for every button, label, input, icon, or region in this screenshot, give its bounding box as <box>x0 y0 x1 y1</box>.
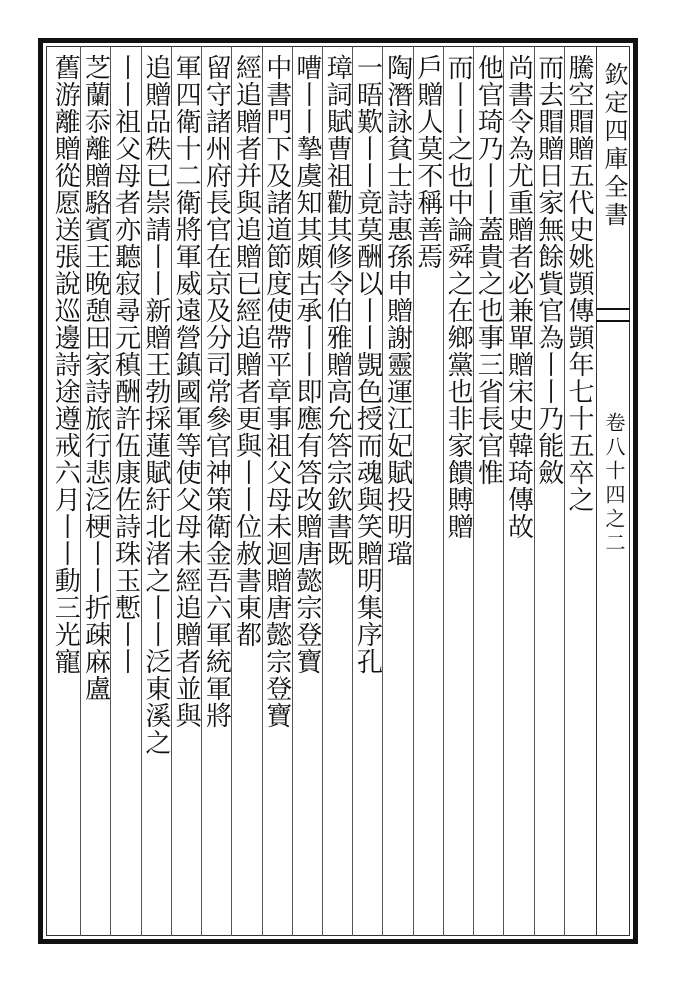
text-column-4: 他官琦乃丨丨蓋貴之也事三省長官惟 <box>473 54 504 486</box>
column-rule <box>534 46 535 936</box>
text-column-3: 尚書令為尤重贈者必兼單贈宋史韓琦傳故 <box>503 54 534 540</box>
column-rule <box>443 46 444 936</box>
fishtail-mark <box>596 308 630 322</box>
column-rule <box>201 46 202 936</box>
column-rule <box>171 46 172 936</box>
column-rule <box>292 46 293 936</box>
text-column-2: 而去賵贈日家無餘貲官為丨丨乃能斂 <box>533 54 564 486</box>
text-column-9: 璋詞賦曹祖勸其修令伯雅贈高允答宗欽書既 <box>322 54 353 567</box>
text-column-5: 而丨丨之也中論舜之在鄉黨也非家饋賻贈 <box>443 54 474 540</box>
column-rule <box>141 46 142 936</box>
column-rule <box>413 46 414 936</box>
text-column-7: 陶潛詠貧士詩惠孫申贈謝靈運江妃賦投明璫 <box>382 54 413 567</box>
column-rule <box>352 46 353 936</box>
column-rule <box>80 46 81 936</box>
volume-number: 卷八十四之二 <box>602 412 626 556</box>
column-rule <box>503 46 504 936</box>
text-column-16: 丨丨祖父母者亦聽寂尋元稹酬許伍康佐詩珠玉慙丨丨 <box>110 54 141 675</box>
text-column-14: 軍四衛十二衛將軍威遠營鎮國軍等使父母未經追贈者並與 <box>171 54 202 729</box>
book-title: 欽定四庫全書 <box>600 62 628 230</box>
text-column-12: 經追贈者并與追贈已經追贈者更與丨丨位赦書東都 <box>231 54 262 648</box>
column-rule <box>262 46 263 936</box>
text-column-6: 戶贈人莫不稱善焉 <box>412 54 443 270</box>
text-column-10: 嘈丨丨摯虞知其頗古承丨丨即應有答改贈唐懿宗登寶 <box>291 54 322 675</box>
column-rule <box>231 46 232 936</box>
column-rule <box>473 46 474 936</box>
text-column-17: 芝蘭忝離贈駱賓王晚憩田家詩旅行悲泛梗丨丨折疎麻盧 <box>80 54 111 702</box>
column-rule <box>322 46 323 936</box>
text-column-8: 一晤歎丨丨竟莫酬以丨丨覬色授而魂與笑贈明集序孔 <box>352 54 383 675</box>
text-column-13: 留守諸州府長官在京及分司常參官神策衛金吾六軍統軍將 <box>201 54 232 729</box>
text-column-18: 舊游離贈從愿送張說巡邊詩途遵戒六月丨丨動三光寵 <box>50 54 81 675</box>
column-rule <box>110 46 111 936</box>
column-rule <box>382 46 383 936</box>
text-column-1: 騰空賵贈五代史姚顗傳顗年七十五卒之 <box>563 54 594 513</box>
text-column-11: 中書門下及諸道節度使帶平章事祖父母未迴贈唐懿宗登寶 <box>261 54 292 729</box>
text-column-15: 追贈品秩已崇請丨丨新贈王勃採蓮賦紆北渚之丨丨泛東溪之 <box>140 54 171 756</box>
column-rule <box>564 46 565 936</box>
